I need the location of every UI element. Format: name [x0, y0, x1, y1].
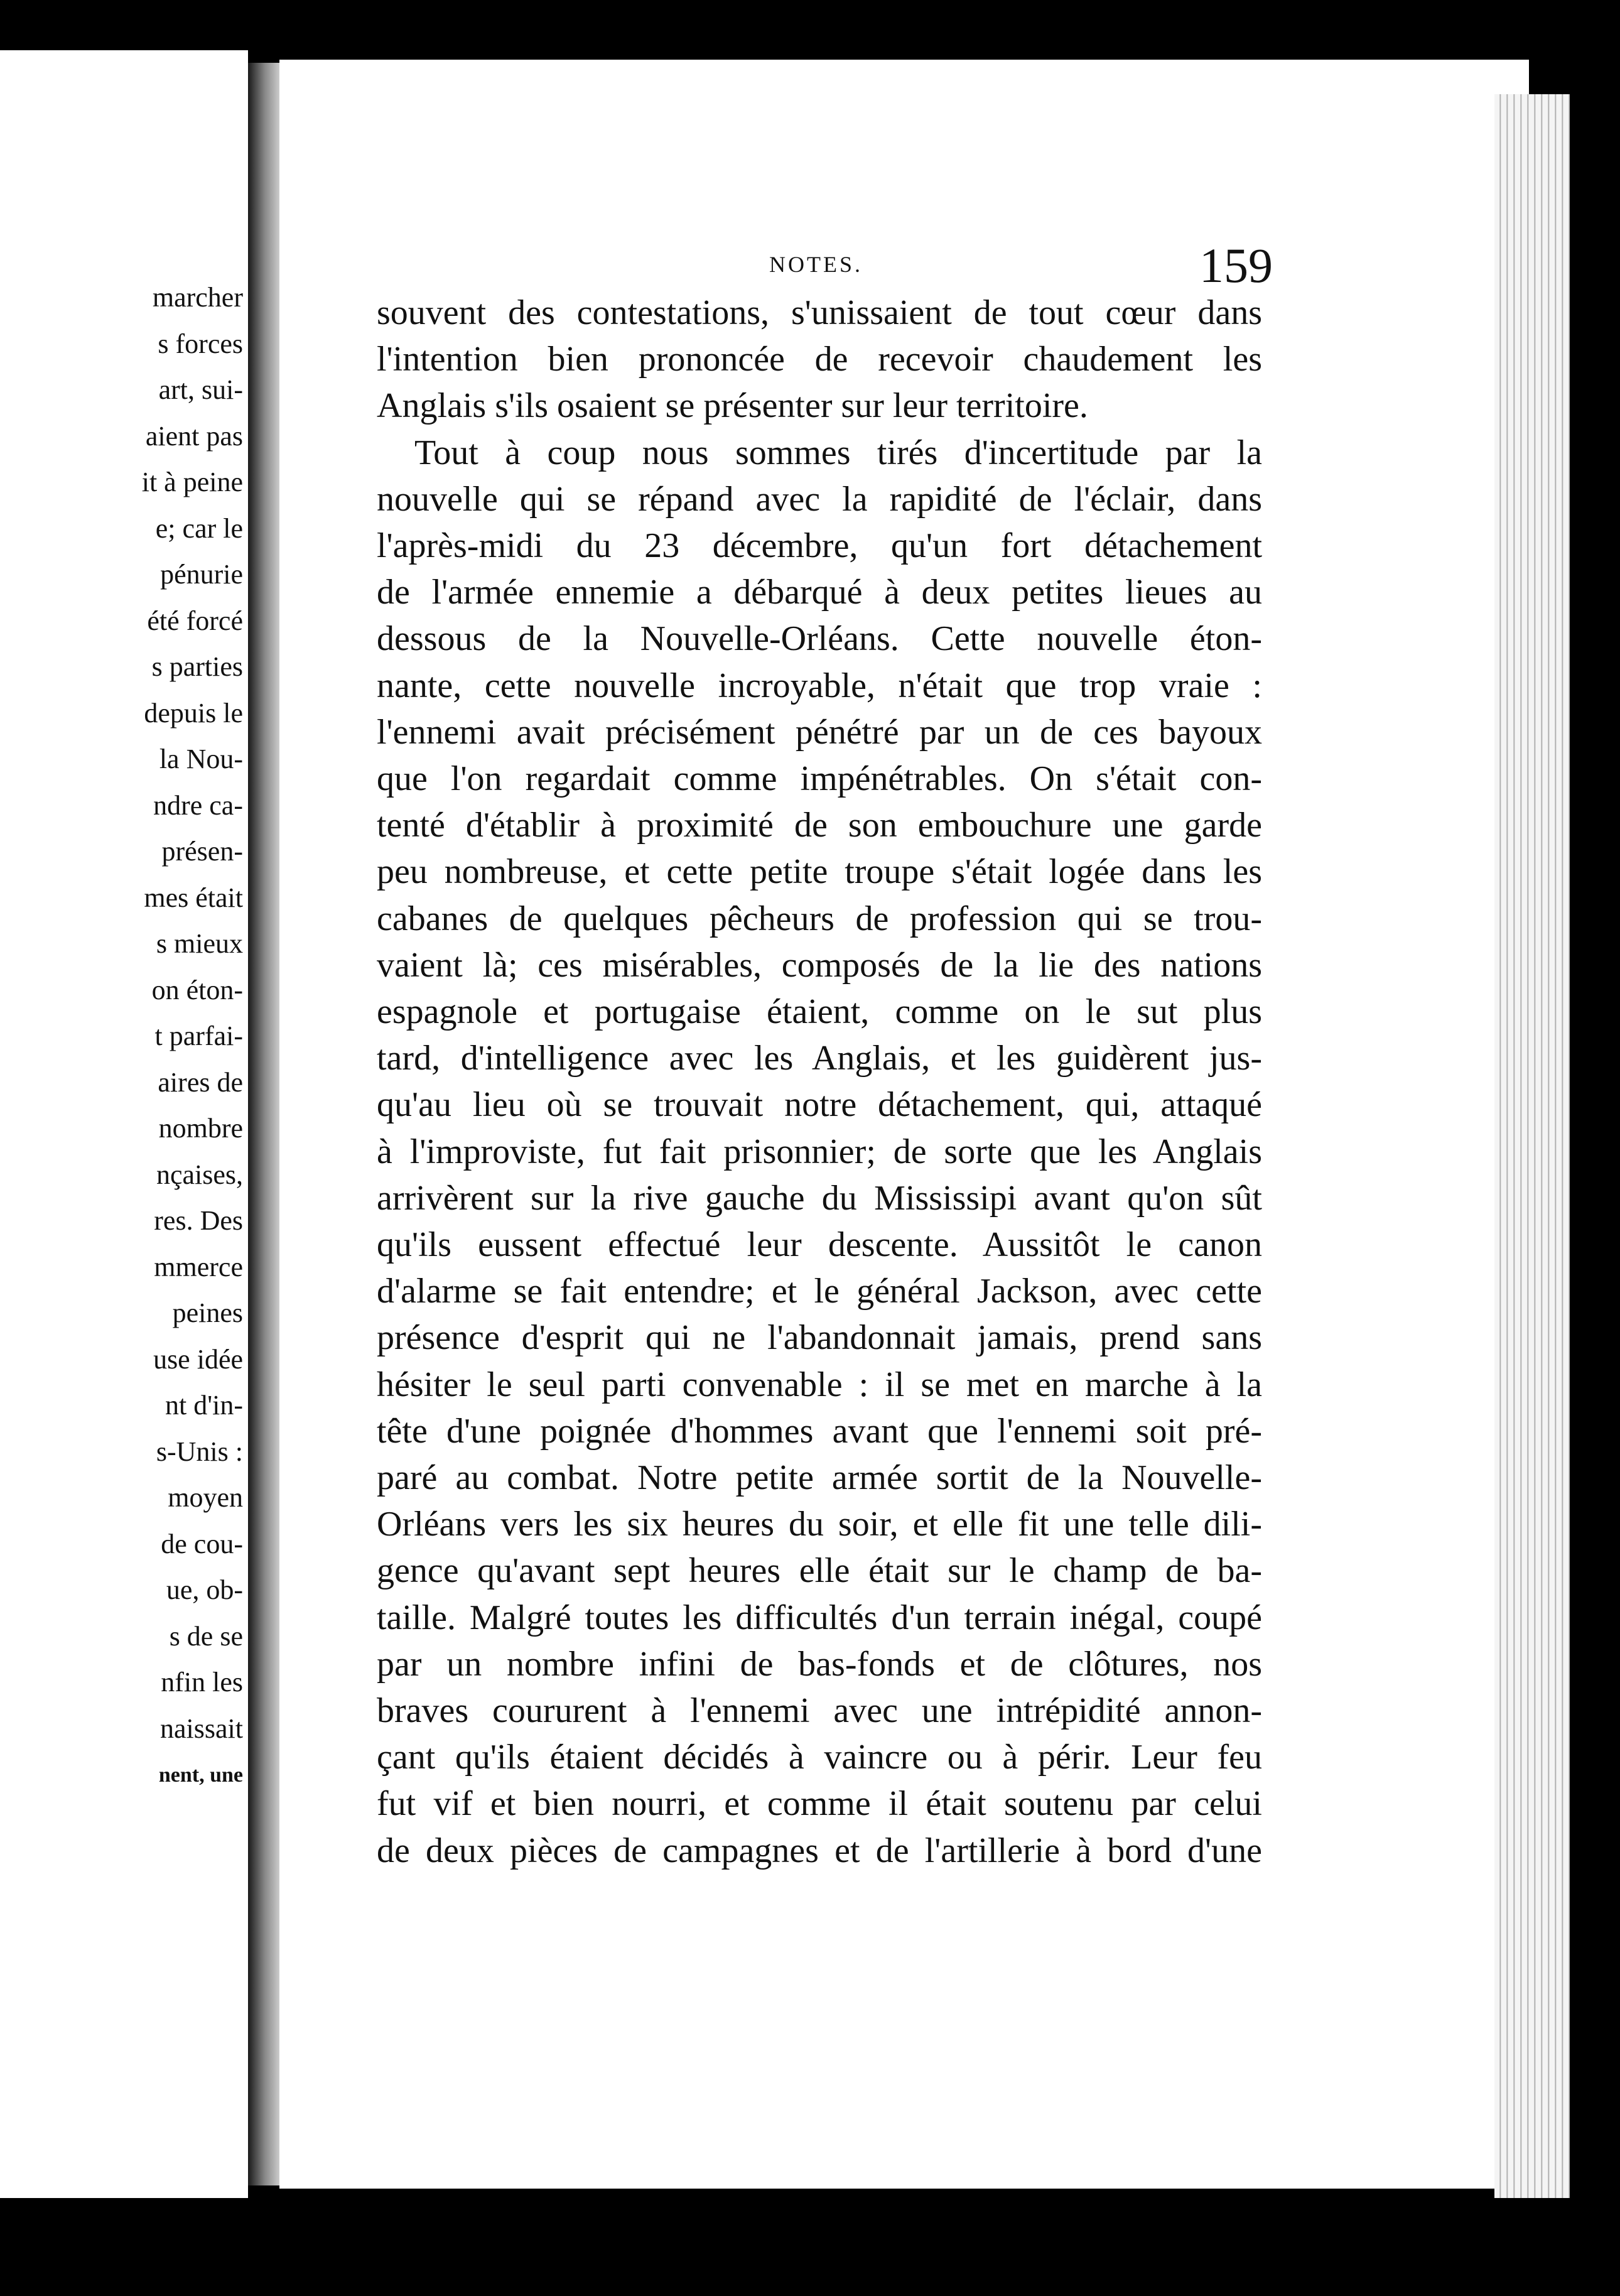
- left-page-line: nombre: [158, 1113, 243, 1144]
- body-line: par un nombre infini de bas-fonds et de clôtures, nos: [377, 1644, 1262, 1684]
- body-line: souvent des contestations, s'unissaient de tout cœur dans: [377, 293, 1262, 332]
- body-line: Anglais s'ils osaient se présenter sur leur territoire.: [377, 386, 1088, 426]
- left-page-line: peines: [172, 1297, 243, 1328]
- left-page-line: présen-: [161, 836, 243, 867]
- body-line: Tout à coup nous sommes tirés d'incertitude par la: [414, 433, 1262, 472]
- left-page-line: ue, ob-: [166, 1574, 243, 1605]
- body-line: tête d'une poignée d'hommes avant que l'ennemi soit pré-: [377, 1411, 1262, 1451]
- left-page-line: aires de: [158, 1066, 243, 1098]
- body-line: fut vif et bien nourri, et comme il était soutenu par celui: [377, 1784, 1262, 1824]
- left-page-line: on éton-: [151, 974, 243, 1005]
- left-page-line: ndre ca-: [153, 789, 243, 821]
- body-line: l'ennemi avait précisément pénétré par un de ces bayoux: [377, 712, 1262, 752]
- left-page-line: nt d'in-: [165, 1390, 243, 1421]
- running-head: NOTES.: [769, 252, 863, 277]
- body-line: vaient là; ces misérables, composés de la lie des nations: [377, 945, 1262, 985]
- body-line: peu nombreuse, et cette petite troupe s'était logée dans les: [377, 852, 1262, 892]
- body-line: tenté d'établir à proximité de son embouchure une garde: [377, 806, 1262, 845]
- left-page-line: depuis le: [144, 697, 243, 728]
- body-line: dessous de la Nouvelle-Orléans. Cette nouvelle éton-: [377, 619, 1262, 659]
- body-line: taille. Malgré toutes les difficultés d'un terrain inégal, coupé: [377, 1598, 1262, 1637]
- body-line: que l'on regardait comme impénétrables. On s'était con-: [377, 759, 1262, 798]
- left-page-line: s forces: [158, 328, 243, 359]
- body-line: çant qu'ils étaient décidés à vaincre ou à périr. Leur feu: [377, 1738, 1262, 1777]
- body-line: cabanes de quelques pêcheurs de profession qui se trou-: [377, 899, 1262, 938]
- left-page-line: e; car le: [155, 512, 243, 544]
- body-line: présence d'esprit qui ne l'abandonnait jamais, prend sans: [377, 1318, 1262, 1358]
- left-page-footnote: nent, une: [158, 1763, 243, 1787]
- left-page-line: s parties: [151, 651, 243, 682]
- page-number: 159: [1199, 238, 1273, 293]
- left-page-line: s mieux: [156, 928, 243, 959]
- body-line: gence qu'avant sept heures elle était sur le champ de ba-: [377, 1551, 1262, 1591]
- body-line: de l'armée ennemie a débarqué à deux petites lieues au: [377, 573, 1262, 612]
- body-line: l'après-midi du 23 décembre, qu'un fort détachement: [377, 526, 1262, 565]
- body-line: qu'au lieu où se trouvait notre détachement, qui, attaqué: [377, 1085, 1262, 1125]
- left-page-line: marcher: [152, 282, 243, 313]
- left-page-line: use idée: [153, 1343, 243, 1375]
- body-line: de deux pièces de campagnes et de l'artillerie à bord d'une: [377, 1831, 1262, 1870]
- body-line: d'alarme se fait entendre; et le général Jackson, avec cette: [377, 1272, 1262, 1311]
- left-page-line: s-Unis :: [156, 1436, 243, 1467]
- left-page-line: aient pas: [145, 420, 243, 452]
- page-edges: [1494, 94, 1570, 2198]
- body-line: nante, cette nouvelle incroyable, n'était que trop vraie :: [377, 666, 1262, 705]
- left-page-line: nçaises,: [156, 1159, 243, 1190]
- body-line: braves coururent à l'ennemi avec une intrépidité annon-: [377, 1691, 1262, 1730]
- body-line: paré au combat. Notre petite armée sortit de la Nouvelle-: [377, 1458, 1262, 1497]
- left-page-line: de cou-: [161, 1528, 243, 1559]
- body-line: nouvelle qui se répand avec la rapidité de l'éclair, dans: [377, 479, 1262, 519]
- body-line: arrivèrent sur la rive gauche du Mississipi avant qu'on sût: [377, 1178, 1262, 1218]
- left-page-line: mmerce: [154, 1251, 243, 1282]
- left-page-line: it à peine: [141, 467, 243, 497]
- body-line: espagnole et portugaise étaient, comme on le sut plus: [377, 992, 1262, 1031]
- left-page-line: t parfai-: [154, 1021, 243, 1051]
- body-line: hésiter le seul parti convenable : il se met en marche à la: [377, 1365, 1262, 1404]
- body-line: à l'improviste, fut fait prisonnier; de sorte que les Anglais: [377, 1132, 1262, 1171]
- left-page-line: mes était: [144, 882, 243, 913]
- body-line: Orléans vers les six heures du soir, et elle fit une telle dili-: [377, 1505, 1262, 1544]
- left-page-line: nfin les: [161, 1667, 243, 1698]
- left-page-line: s de se: [169, 1620, 243, 1652]
- left-page-line: naissait: [160, 1713, 243, 1744]
- body-line: tard, d'intelligence avec les Anglais, et les guidèrent jus-: [377, 1039, 1262, 1078]
- left-page-line: été forcé: [147, 605, 243, 636]
- body-line: qu'ils eussent effectué leur descente. Aussitôt le canon: [377, 1225, 1262, 1264]
- left-page-line: la Nou-: [159, 744, 243, 774]
- left-page-line: res. Des: [154, 1205, 243, 1236]
- left-page-fragment: [0, 50, 248, 2198]
- body-line: l'intention bien prononcée de recevoir chaudement les: [377, 340, 1262, 379]
- left-page-line: moyen: [168, 1482, 243, 1513]
- left-page-line: pénurie: [160, 559, 243, 590]
- left-page-line: art, sui-: [158, 374, 243, 405]
